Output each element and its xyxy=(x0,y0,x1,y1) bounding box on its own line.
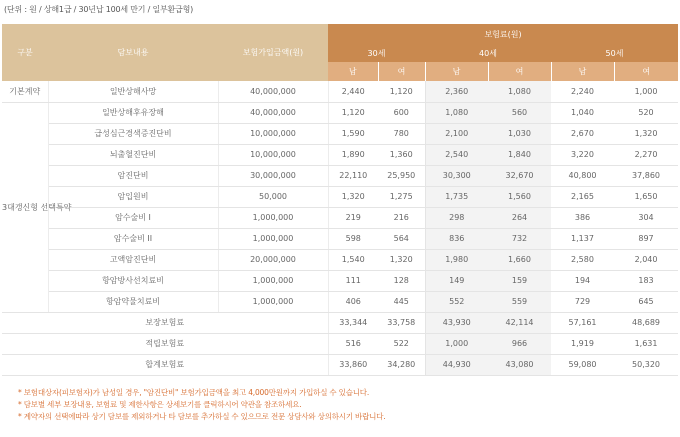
premium-cell: 40,800 xyxy=(551,165,614,186)
premium-cell: 645 xyxy=(614,291,678,312)
premium-cell: 2,240 xyxy=(551,81,614,102)
premium-cell: 520 xyxy=(614,102,678,123)
premium-cell: 1,120 xyxy=(328,102,378,123)
header-age-30: 30세 xyxy=(328,44,425,62)
category-special: 3대갱신형 선택특약 xyxy=(2,102,48,312)
premium-cell: 445 xyxy=(378,291,425,312)
premium-cell: 780 xyxy=(378,123,425,144)
premium-cell: 2,540 xyxy=(425,144,488,165)
header-male: 남 xyxy=(425,62,488,81)
premium-cell: 2,165 xyxy=(551,186,614,207)
premium-cell: 598 xyxy=(328,228,378,249)
table-row xyxy=(2,186,678,207)
coverage-name: 암수술비 II xyxy=(48,228,218,249)
header-female: 여 xyxy=(488,62,551,81)
premium-cell: 1,560 xyxy=(488,186,551,207)
header-age-50: 50세 xyxy=(551,44,678,62)
premium-cell: 732 xyxy=(488,228,551,249)
summary-cell: 966 xyxy=(488,333,551,354)
coverage-name: 일반상해사망 xyxy=(48,81,218,102)
coverage-amount: 1,000,000 xyxy=(218,207,328,228)
coverage-name: 급성심근경색증진단비 xyxy=(48,123,218,144)
premium-cell: 564 xyxy=(378,228,425,249)
table-row xyxy=(2,291,678,312)
premium-cell: 2,440 xyxy=(328,81,378,102)
table-row xyxy=(2,81,678,102)
header-male: 남 xyxy=(551,62,614,81)
premium-cell: 552 xyxy=(425,291,488,312)
coverage-amount: 1,000,000 xyxy=(218,270,328,291)
summary-cell: 43,930 xyxy=(425,312,488,333)
footnote: * 담보별 세부 보장내용, 보험료 및 제한사항은 상세보기를 클릭하시어 약관을 참조하세요. xyxy=(18,400,302,409)
premium-cell: 149 xyxy=(425,270,488,291)
header-premium: 보험료(원) xyxy=(328,24,678,44)
header-coverage: 담보내용 xyxy=(48,24,218,81)
table-row xyxy=(2,144,678,165)
premium-cell: 216 xyxy=(378,207,425,228)
summary-cell: 43,080 xyxy=(488,354,551,375)
coverage-name: 암입원비 xyxy=(48,186,218,207)
premium-cell: 406 xyxy=(328,291,378,312)
premium-cell: 2,580 xyxy=(551,249,614,270)
summary-cell: 48,689 xyxy=(614,312,678,333)
coverage-name: 뇌출혈진단비 xyxy=(48,144,218,165)
summary-row xyxy=(2,312,678,333)
premium-cell: 128 xyxy=(378,270,425,291)
summary-cell: 1,000 xyxy=(425,333,488,354)
unit-note: (단위 : 원 / 상해1급 / 30년납 100세 만기 / 일부환급형) xyxy=(4,5,194,14)
premium-cell: 1,320 xyxy=(378,249,425,270)
premium-cell: 304 xyxy=(614,207,678,228)
coverage-amount: 30,000,000 xyxy=(218,165,328,186)
premium-cell: 1,320 xyxy=(328,186,378,207)
premium-cell: 111 xyxy=(328,270,378,291)
premium-cell: 219 xyxy=(328,207,378,228)
coverage-name: 항암약물치료비 xyxy=(48,291,218,312)
summary-label: 합계보험료 xyxy=(2,354,328,375)
summary-cell: 1,631 xyxy=(614,333,678,354)
summary-cell: 50,320 xyxy=(614,354,678,375)
footnote: * 보험대상자(피보험자)가 남성일 경우, "암진단비" 보험가입금액을 최고 4,000만원까지 가입하실 수 있습니다. xyxy=(18,388,370,397)
premium-cell: 600 xyxy=(378,102,425,123)
footnotes xyxy=(18,387,385,423)
coverage-amount: 50,000 xyxy=(218,186,328,207)
premium-cell: 1,540 xyxy=(328,249,378,270)
summary-label: 보장보험료 xyxy=(2,312,328,333)
premium-cell: 1,840 xyxy=(488,144,551,165)
summary-cell: 44,930 xyxy=(425,354,488,375)
coverage-amount: 40,000,000 xyxy=(218,102,328,123)
premium-cell: 1,080 xyxy=(488,81,551,102)
premium-cell: 1,650 xyxy=(614,186,678,207)
premium-cell: 729 xyxy=(551,291,614,312)
summary-cell: 516 xyxy=(328,333,378,354)
coverage-name: 고액암진단비 xyxy=(48,249,218,270)
header-age-40: 40세 xyxy=(425,44,551,62)
coverage-amount: 10,000,000 xyxy=(218,123,328,144)
premium-cell: 559 xyxy=(488,291,551,312)
header-amount: 보험가입금액(원) xyxy=(218,24,328,81)
coverage-name: 암수술비 I xyxy=(48,207,218,228)
table-row xyxy=(2,249,678,270)
coverage-amount: 20,000,000 xyxy=(218,249,328,270)
summary-cell: 34,280 xyxy=(378,354,425,375)
premium-cell: 25,950 xyxy=(378,165,425,186)
summary-cell: 1,919 xyxy=(551,333,614,354)
premium-cell: 2,040 xyxy=(614,249,678,270)
summary-cell: 42,114 xyxy=(488,312,551,333)
summary-cell: 33,758 xyxy=(378,312,425,333)
premium-cell: 1,030 xyxy=(488,123,551,144)
premium-cell: 1,660 xyxy=(488,249,551,270)
summary-cell: 33,860 xyxy=(328,354,378,375)
premium-cell: 1,275 xyxy=(378,186,425,207)
summary-cell: 522 xyxy=(378,333,425,354)
coverage-name: 일반상해후유장해 xyxy=(48,102,218,123)
premium-cell: 1,120 xyxy=(378,81,425,102)
premium-cell: 836 xyxy=(425,228,488,249)
premium-cell: 2,270 xyxy=(614,144,678,165)
premium-cell: 183 xyxy=(614,270,678,291)
summary-row xyxy=(2,354,678,375)
premium-cell: 298 xyxy=(425,207,488,228)
header-female: 여 xyxy=(378,62,425,81)
table-row xyxy=(2,228,678,249)
premium-cell: 30,300 xyxy=(425,165,488,186)
footnote: * 계약자의 선택에따라 상기 담보를 제외하거나 타 담보를 추가하실 수 있으므로 전문 상담사와 상의하시기 바랍니다. xyxy=(18,412,386,421)
premium-cell: 2,360 xyxy=(425,81,488,102)
premium-cell: 897 xyxy=(614,228,678,249)
premium-cell: 2,670 xyxy=(551,123,614,144)
premium-cell: 560 xyxy=(488,102,551,123)
coverage-amount: 1,000,000 xyxy=(218,291,328,312)
premium-cell: 3,220 xyxy=(551,144,614,165)
header-category: 구분 xyxy=(2,24,48,81)
header-male: 남 xyxy=(328,62,378,81)
table-row xyxy=(2,102,678,123)
summary-cell: 57,161 xyxy=(551,312,614,333)
table-row xyxy=(2,270,678,291)
premium-cell: 1,320 xyxy=(614,123,678,144)
premium-cell: 2,100 xyxy=(425,123,488,144)
coverage-amount: 10,000,000 xyxy=(218,144,328,165)
premium-cell: 37,860 xyxy=(614,165,678,186)
premium-cell: 1,040 xyxy=(551,102,614,123)
summary-cell: 33,344 xyxy=(328,312,378,333)
table-row xyxy=(2,165,678,186)
summary-cell: 59,080 xyxy=(551,354,614,375)
premium-table xyxy=(2,24,678,376)
header-female: 여 xyxy=(614,62,678,81)
premium-cell: 386 xyxy=(551,207,614,228)
premium-cell: 22,110 xyxy=(328,165,378,186)
coverage-amount: 1,000,000 xyxy=(218,228,328,249)
coverage-name: 암진단비 xyxy=(48,165,218,186)
premium-cell: 264 xyxy=(488,207,551,228)
premium-cell: 1,980 xyxy=(425,249,488,270)
premium-cell: 32,670 xyxy=(488,165,551,186)
coverage-amount: 40,000,000 xyxy=(218,81,328,102)
summary-row xyxy=(2,333,678,354)
premium-cell: 1,080 xyxy=(425,102,488,123)
premium-cell: 1,000 xyxy=(614,81,678,102)
table-row xyxy=(2,123,678,144)
table-row xyxy=(2,207,678,228)
premium-cell: 159 xyxy=(488,270,551,291)
summary-label: 적립보험료 xyxy=(2,333,328,354)
category-basic: 기본계약 xyxy=(2,81,48,102)
premium-cell: 194 xyxy=(551,270,614,291)
coverage-name: 항암방사선치료비 xyxy=(48,270,218,291)
premium-cell: 1,137 xyxy=(551,228,614,249)
premium-cell: 1,735 xyxy=(425,186,488,207)
premium-cell: 1,590 xyxy=(328,123,378,144)
premium-cell: 1,360 xyxy=(378,144,425,165)
premium-cell: 1,890 xyxy=(328,144,378,165)
